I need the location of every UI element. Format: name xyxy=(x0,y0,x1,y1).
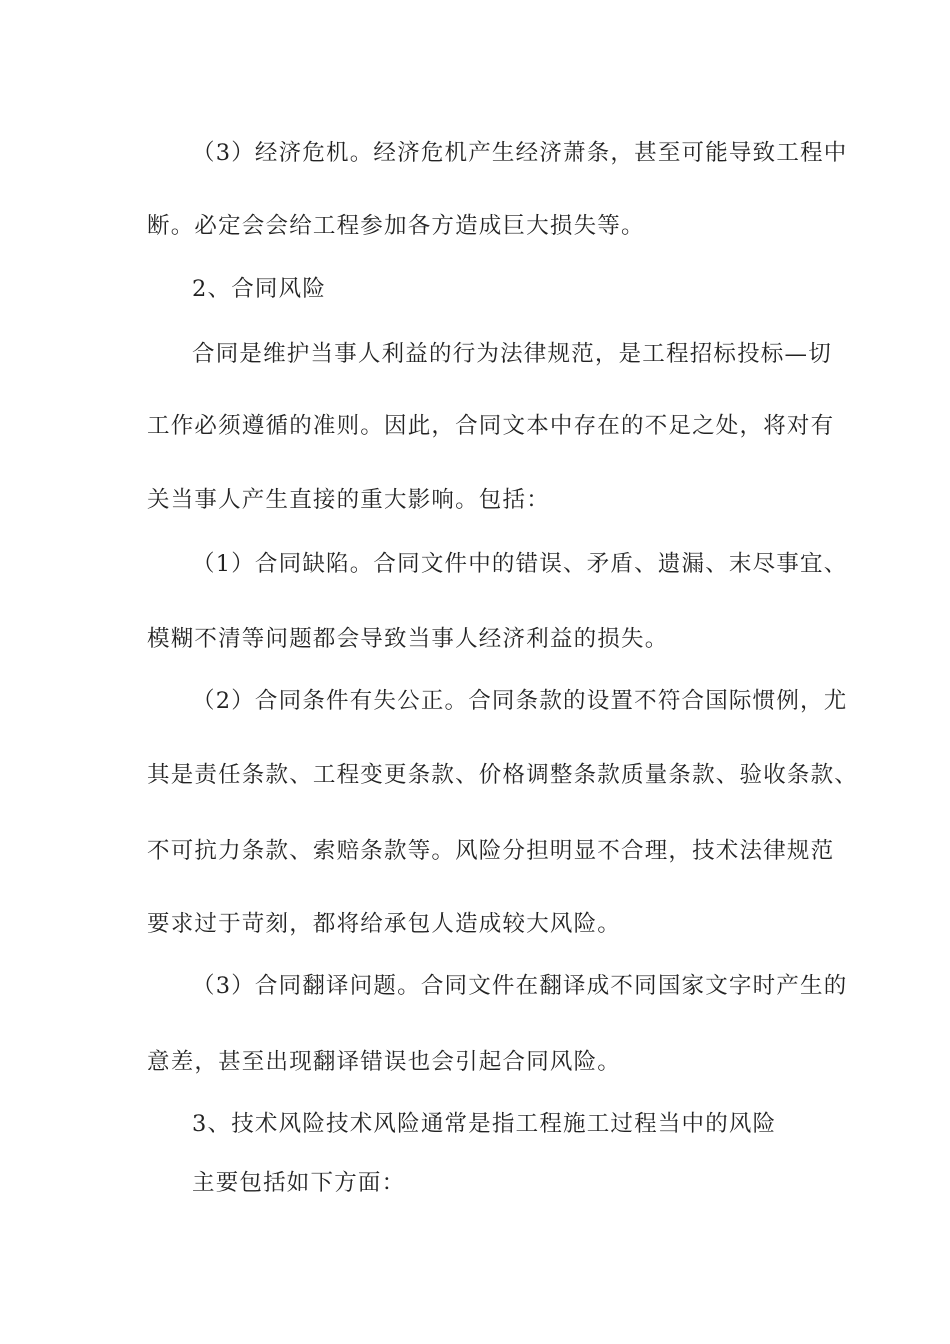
paragraph-unfair-terms-line-2: 其是责任条款、工程变更条款、价格调整条款质量条款、验收条款、 xyxy=(147,762,859,788)
paragraph-contract-intro-line-3: 关当事人产生直接的重大影响。包括： xyxy=(147,487,550,513)
section-heading-technical-risk: 3、技术风险技术风险通常是指工程施工过程当中的风险 xyxy=(192,1111,777,1137)
paragraph-unfair-terms-line-1: （2）合同条件有失公正。合同条款的设置不符合国际惯例，尤 xyxy=(192,688,848,714)
section-heading-contract-risk: 2、合同风险 xyxy=(192,276,327,302)
paragraph-economic-crisis-line-1: （3）经济危机。经济危机产生经济萧条，甚至可能导致工程中 xyxy=(192,140,848,166)
paragraph-contract-defects-line-2: 模糊不清等问题都会导致当事人经济利益的损失。 xyxy=(147,626,669,652)
paragraph-economic-crisis-line-2: 断。必定会会给工程参加各方造成巨大损失等。 xyxy=(147,213,645,239)
paragraph-translation-line-2: 意差，甚至出现翻译错误也会引起合同风险。 xyxy=(147,1049,622,1075)
paragraph-translation-line-1: （3）合同翻译问题。合同文件在翻译成不同国家文字时产生的 xyxy=(192,973,848,999)
paragraph-unfair-terms-line-4: 要求过于苛刻，都将给承包人造成较大风险。 xyxy=(147,911,622,937)
paragraph-contract-intro-line-2: 工作必须遵循的准则。因此，合同文本中存在的不足之处，将对有 xyxy=(147,413,835,439)
paragraph-unfair-terms-line-3: 不可抗力条款、索赔条款等。风险分担明显不合理，技术法律规范 xyxy=(147,838,835,864)
paragraph-technical-risk-intro: 主要包括如下方面： xyxy=(192,1170,406,1196)
paragraph-contract-intro-line-1: 合同是维护当事人利益的行为法律规范，是工程招标投标—切 xyxy=(192,341,832,367)
paragraph-contract-defects-line-1: （1）合同缺陷。合同文件中的错误、矛盾、遗漏、末尽事宜、 xyxy=(192,551,848,577)
